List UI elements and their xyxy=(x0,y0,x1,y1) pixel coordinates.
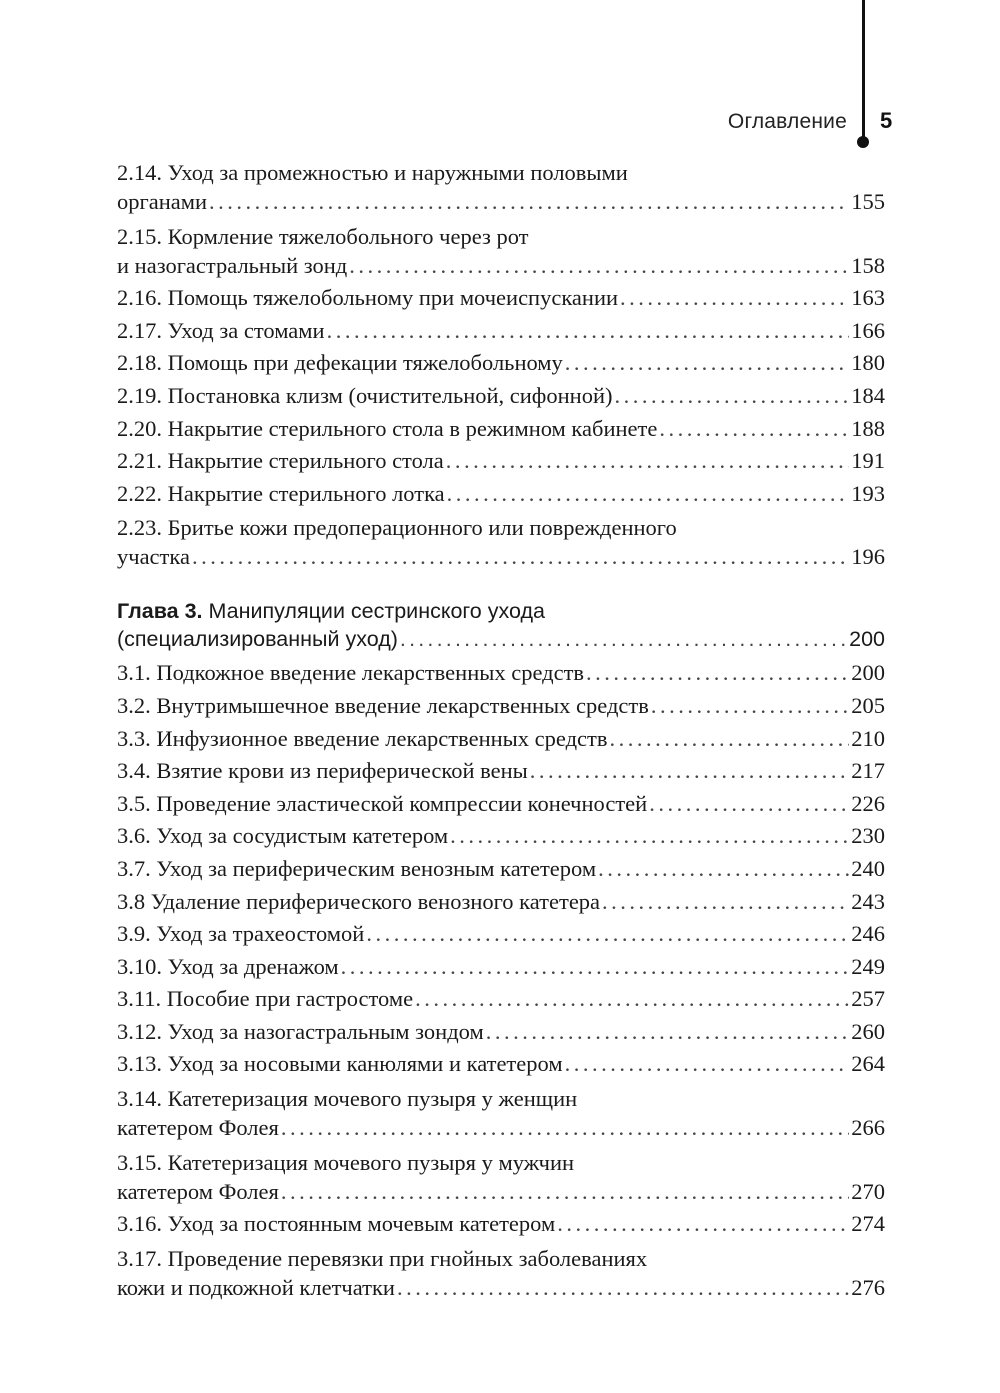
header-vertical-rule xyxy=(862,0,865,142)
chapter-label: Глава 3. xyxy=(117,599,203,624)
toc-entry-3-15[interactable]: 3.15. Катетеризация мочевого пузыря у мужчин катетером Фолея ..... 270 xyxy=(117,1147,885,1206)
toc-entry-2-23[interactable]: 2.23. Бритье кожи предоперационного или поврежденного участка ..... 196 xyxy=(117,512,885,571)
dot-leader xyxy=(486,1018,850,1046)
toc-entry-3-11[interactable]: 3.11. Пособие при гастростоме ..... 257 xyxy=(117,985,885,1013)
toc-entry-2-17[interactable]: 2.17. Уход за стомами ..... 166 xyxy=(117,317,885,345)
dot-leader xyxy=(565,349,849,377)
dot-leader xyxy=(366,920,849,948)
dot-leader xyxy=(447,480,850,508)
toc-page: 276 xyxy=(851,1274,885,1300)
toc-entry-3-16[interactable]: 3.16. Уход за постоянным мочевым катетером ..... 274 xyxy=(117,1210,885,1238)
dot-leader xyxy=(327,317,850,345)
toc-page: 240 xyxy=(851,855,885,881)
dot-leader xyxy=(530,757,850,785)
toc-entry-2-21[interactable]: 2.21. Накрытие стерильного стола ..... 191 xyxy=(117,447,885,475)
toc-entry-2-15[interactable]: 2.15. Кормление тяжелобольного через рот и назогастральный зонд ..... 158 xyxy=(117,221,885,280)
toc-entry-2-14[interactable]: 2.14. Уход за промежностью и наружными половыми органами ..... 155 xyxy=(117,157,885,216)
toc-page: 264 xyxy=(851,1051,885,1077)
toc-entry-3-8[interactable]: 3.8 Удаление периферического венозного катетера ..... 243 xyxy=(117,888,885,916)
dot-leader xyxy=(610,725,850,753)
header-rule-dot xyxy=(857,136,869,148)
toc-page: 200 xyxy=(849,627,885,652)
toc-page: 193 xyxy=(851,480,885,506)
toc-page: 210 xyxy=(851,725,885,751)
dot-leader xyxy=(209,188,849,216)
toc-entry-2-20[interactable]: 2.20. Накрытие стерильного стола в режимном кабинете ..... 188 xyxy=(117,415,885,443)
toc-chapter-3[interactable]: Глава 3. Манипуляции сестринского ухода (специализированный уход) ..... 200 xyxy=(117,597,885,653)
toc-page: 260 xyxy=(851,1018,885,1044)
toc-entry-3-14[interactable]: 3.14. Катетеризация мочевого пузыря у женщин катетером Фолея ..... 266 xyxy=(117,1083,885,1142)
dot-leader xyxy=(446,447,849,475)
toc-page: 230 xyxy=(851,823,885,849)
running-title: Оглавление xyxy=(727,110,847,133)
toc-page: 205 xyxy=(851,692,885,718)
toc-entry-3-1[interactable]: 3.1. Подкожное введение лекарственных средств ..... 200 xyxy=(117,659,885,687)
dot-leader xyxy=(649,790,849,818)
toc-page: 166 xyxy=(851,317,885,343)
toc-entry-3-4[interactable]: 3.4. Взятие крови из периферической вены ..... 217 xyxy=(117,757,885,785)
toc-page: 274 xyxy=(851,1211,885,1237)
toc-page: 191 xyxy=(851,448,885,474)
chapter-title: Манипуляции сестринского ухода xyxy=(208,599,545,624)
toc-page: 180 xyxy=(851,350,885,376)
toc-entry-3-10[interactable]: 3.10. Уход за дренажом ..... 249 xyxy=(117,953,885,981)
toc-entry-3-2[interactable]: 3.2. Внутримышечное введение лекарственных средств ..... 205 xyxy=(117,692,885,720)
dot-leader xyxy=(602,888,849,916)
toc-page: 196 xyxy=(851,544,885,570)
dot-leader xyxy=(400,625,847,653)
toc-entry-3-7[interactable]: 3.7. Уход за периферическим венозным катетером ..... 240 xyxy=(117,855,885,883)
toc-entry-3-13[interactable]: 3.13. Уход за носовыми канюлями и катетером ..... 264 xyxy=(117,1050,885,1078)
dot-leader xyxy=(598,855,849,883)
toc-page: 188 xyxy=(851,415,885,441)
dot-leader xyxy=(651,692,849,720)
page-number: 5 xyxy=(880,108,893,133)
toc-entry-3-6[interactable]: 3.6. Уход за сосудистым катетером ..... 230 xyxy=(117,822,885,850)
toc-page: 243 xyxy=(851,888,885,914)
toc-entry-2-19[interactable]: 2.19. Постановка клизм (очистительной, сифонной) ..... 184 xyxy=(117,382,885,410)
dot-leader xyxy=(565,1050,850,1078)
dot-leader xyxy=(615,382,850,410)
dot-leader xyxy=(450,822,849,850)
toc-entry-3-12[interactable]: 3.12. Уход за назогастральным зондом ..... 260 xyxy=(117,1018,885,1046)
toc-entry-2-18[interactable]: 2.18. Помощь при дефекации тяжелобольному ..... 180 xyxy=(117,349,885,377)
toc-entry-3-17[interactable]: 3.17. Проведение перевязки при гнойных заболеваниях кожи и подкожной клетчатки ..... 276 xyxy=(117,1243,885,1302)
toc-page: 270 xyxy=(851,1178,885,1204)
toc-entry-3-9[interactable]: 3.9. Уход за трахеостомой ..... 246 xyxy=(117,920,885,948)
dot-leader xyxy=(620,284,849,312)
toc-entry-3-3[interactable]: 3.3. Инфузионное введение лекарственных средств ..... 210 xyxy=(117,725,885,753)
dot-leader xyxy=(281,1178,849,1206)
toc-page: 184 xyxy=(851,382,885,408)
toc-page: 226 xyxy=(851,790,885,816)
toc-page: 163 xyxy=(851,285,885,311)
table-of-contents xyxy=(117,157,885,1306)
toc-page: 155 xyxy=(851,189,885,214)
dot-leader xyxy=(192,543,849,571)
toc-entry-2-16[interactable]: 2.16. Помощь тяжелобольному при мочеиспускании ..... 163 xyxy=(117,284,885,312)
dot-leader xyxy=(557,1210,849,1238)
dot-leader xyxy=(349,252,849,280)
toc-page: 246 xyxy=(851,921,885,947)
dot-leader xyxy=(659,415,849,443)
toc-page: 249 xyxy=(851,953,885,979)
dot-leader xyxy=(341,953,850,981)
toc-page: 217 xyxy=(851,758,885,784)
dot-leader xyxy=(397,1274,849,1302)
dot-leader xyxy=(586,659,849,687)
toc-page: 158 xyxy=(851,252,885,278)
toc-entry-3-5[interactable]: 3.5. Проведение эластической компрессии конечностей ..... 226 xyxy=(117,790,885,818)
dot-leader xyxy=(281,1114,849,1142)
toc-entry-2-22[interactable]: 2.22. Накрытие стерильного лотка ..... 193 xyxy=(117,480,885,508)
toc-page: 266 xyxy=(851,1115,885,1141)
toc-page: 200 xyxy=(851,660,885,686)
dot-leader xyxy=(415,985,849,1013)
toc-page: 257 xyxy=(851,986,885,1012)
